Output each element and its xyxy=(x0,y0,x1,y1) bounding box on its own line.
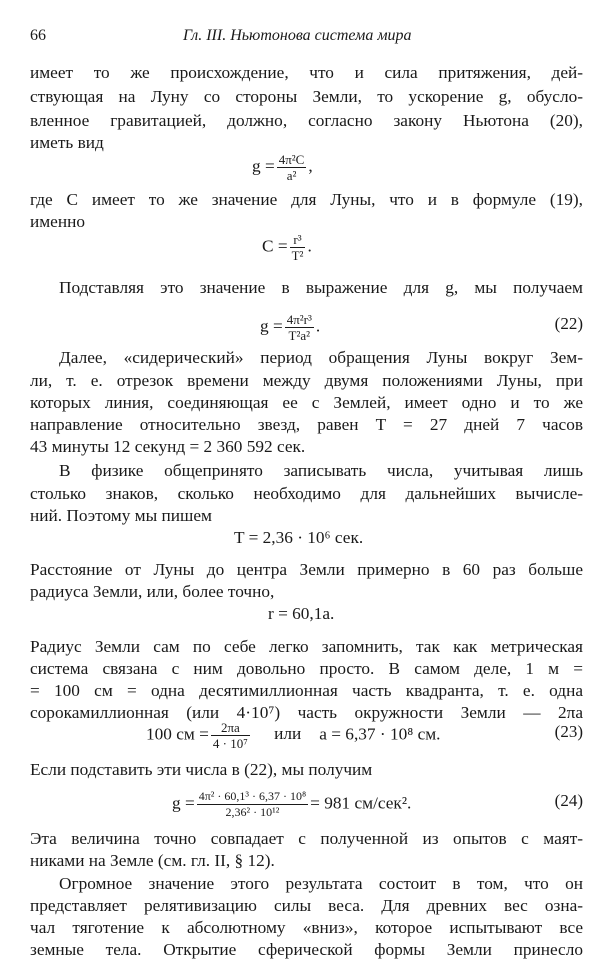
text-line: = 100 см = одна десятимиллионная часть квадранта, т. е. одна xyxy=(30,681,583,700)
text-line: земные тела. Открытие сферической формы Земли принесло xyxy=(30,940,583,959)
text-line: чал тяготение к абсолютному «вниз», которое испытывают все xyxy=(30,918,583,937)
text-line: иметь вид xyxy=(30,133,104,152)
text-line: радиуса Земли, или, более точно, xyxy=(30,582,275,601)
formula-22: g = $\frac{\text{4π²r³}}{\text{T²a²}}$ . xyxy=(260,312,321,343)
text-line: представляет релятивизацию силы веса. Для древних вес озна- xyxy=(30,896,583,915)
text-line: Радиус Земли сам по себе легко запомнить, так как метрическая xyxy=(30,637,583,656)
text-line: именно xyxy=(30,212,85,231)
formula-23: 100 см = $\frac{2\pi a}{\text{4 · 10⁷}}$ или a = 6,37 · 10⁸ см. xyxy=(146,720,441,751)
formula-c: C = $\frac{\text{r³}}{\text{T²}}$ . xyxy=(262,232,312,263)
page-number: 66 xyxy=(30,27,46,44)
equation-number: (24) xyxy=(554,791,583,810)
formula-g-c: g = $\frac{\text{4π²C}}{\text{a²}}$ , xyxy=(252,152,313,183)
formula-24: g = $\frac{\text{4π² · 60,1³ · 6,37 · 10⁸}}{\text{2,36² · 10¹²}}$ = 981 см/сек². xyxy=(172,789,412,819)
text-line: В физике общепринято записывать числа, учитывая лишь xyxy=(59,461,583,480)
text-line: вленное гравитацией, должно, согласно закону Ньютона (20), xyxy=(30,111,583,130)
formula-r: r = 60,1a. xyxy=(268,604,335,623)
text-line: система связана с ним довольно просто. В самом деле, 1 м = xyxy=(30,659,583,678)
text-line: Расстояние от Луны до центра Земли примерно в 60 раз больше xyxy=(30,560,583,579)
text-line: которых линия, соединяющая ее с Землей, имеет одно и то же xyxy=(30,393,583,412)
text-line: Далее, «сидерический» период обращения Луны вокруг Зем- xyxy=(59,348,583,367)
text-line: ствующая на Луну со стороны Земли, то ускорение g, обусло- xyxy=(30,87,583,106)
text-line: Огромное значение этого результата состоит в том, что он xyxy=(59,874,583,893)
text-line: Эта величина точно совпадает с полученной из опытов с маят- xyxy=(30,829,583,848)
text-line: 43 минуты 12 секунд = 2 360 592 сек. xyxy=(30,437,306,456)
formula-t: T = 2,36 · 10⁶ сек. xyxy=(234,528,364,547)
text-line: ли, т. е. отрезок времени между двумя положениями Луны, при xyxy=(30,371,583,390)
equation-number: (23) xyxy=(554,722,583,741)
text-line: имеет то же происхождение, что и сила притяжения, дей- xyxy=(30,63,583,82)
text-line: никами на Земле (см. гл. II, § 12). xyxy=(30,851,275,870)
text-line: столько знаков, сколько необходимо для дальнейших вычисле- xyxy=(30,484,583,503)
text-line: направление относительно звезд, равен T = 27 дней 7 часов xyxy=(30,415,583,434)
text-line: Подставляя это значение в выражение для g, мы получаем xyxy=(59,278,583,297)
text-line: где C имеет то же значение для Луны, что и в формуле (19), xyxy=(30,190,583,209)
equation-number: (22) xyxy=(554,314,583,333)
running-header: Гл. III. Ньютонова система мира xyxy=(183,27,412,44)
text-line: сорокамиллионная (или 4·10⁷) часть окружности Земли — 2πa xyxy=(30,703,583,722)
text-line: Если подставить эти числа в (22), мы получим xyxy=(30,760,373,779)
text-line: ний. Поэтому мы пишем xyxy=(30,506,212,525)
